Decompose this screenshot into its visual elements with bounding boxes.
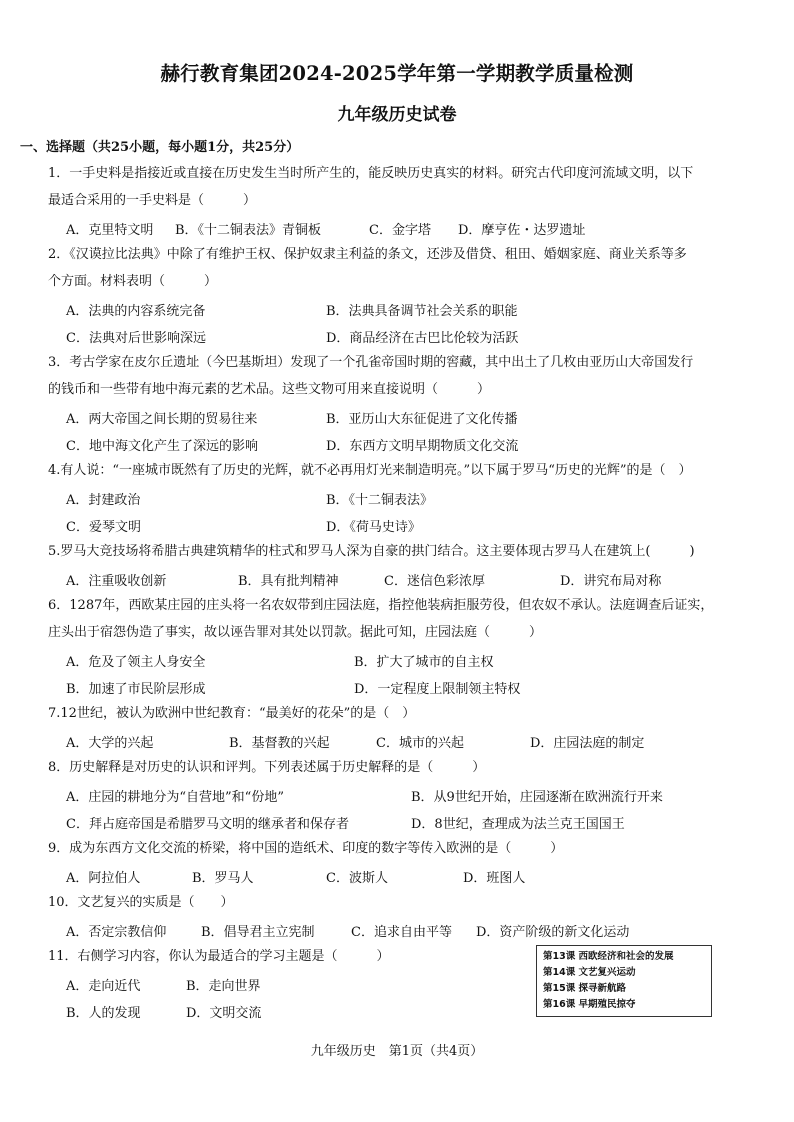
question-1-option-d: D．摩亨佐・达罗遗址	[458, 223, 586, 238]
question-3-option-c: C．地中海文化产生了深远的影响	[66, 439, 258, 454]
question-5-line-1: 5.罗马大竞技场将希腊古典建筑精华的柱式和罗马人深为自豪的拱门结合。这主要体现古罗马人在建筑上( )	[48, 544, 695, 559]
question-8-line-1: 8．历史解释是对历史的认识和评判。下列表述属于历史解释的是（ ）	[48, 760, 486, 775]
question-11-line-1: 11．右侧学习内容，你认为最适合的学习主题是（ ）	[48, 949, 390, 964]
question-2-stem	[48, 241, 768, 295]
question-2-line-2: 个方面。材料表明（ ）	[48, 274, 218, 289]
question-11-option-c: B．人的发现	[66, 1006, 141, 1021]
question-7-line-1: 7.12世纪，被认为欧洲中世纪教育：“最美好的花朵”的是（ ）	[48, 706, 416, 721]
question-9-stem	[48, 835, 768, 862]
question-1-line-2: 最适合采用的一手史料是（ ）	[48, 193, 257, 208]
question-11-option-d: D．文明交流	[186, 1006, 262, 1021]
lesson-list-box	[536, 945, 712, 1017]
question-1-stem	[48, 160, 768, 214]
question-8-option-a: A．庄园的耕地分为“自营地”和“份地”	[66, 790, 284, 805]
question-3-line-1: 3．考古学家在皮尔丘遗址（今巴基斯坦）发现了一个孔雀帝国时期的窖藏，其中出土了几枚由亚历山大帝国发行	[48, 355, 694, 370]
question-6-line-2: 庄头出于宿怨伪造了事实，故以诬告罪对其处以罚款。据此可知，庄园法庭（ ）	[48, 625, 543, 640]
question-1-option-a: A．克里特文明	[66, 223, 154, 238]
question-4-option-a: A．封建政治	[66, 493, 141, 508]
question-4-option-c: C．爱琴文明	[66, 520, 141, 535]
question-9-line-1: 9．成为东西方文化交流的桥梁，将中国的造纸术、印度的数字等传入欧洲的是（ ）	[48, 841, 564, 856]
lesson-item: 第16课 早期殖民掠夺	[543, 999, 636, 1010]
question-9-option-a: A．阿拉伯人	[66, 871, 141, 886]
question-5-stem	[48, 538, 768, 565]
question-8-option-d: D．8世纪，查理成为法兰克王国国王	[411, 817, 625, 832]
question-1-option-c: C．金字塔	[369, 223, 431, 238]
question-3-option-a: A．两大帝国之间长期的贸易往来	[66, 412, 258, 427]
question-10-stem	[48, 889, 768, 916]
question-6-stem	[48, 592, 768, 646]
question-4-option-d: D．《荷马史诗》	[326, 520, 421, 535]
question-3-line-2: 的钱币和一些带有地中海元素的艺术品。这些文物可用来直接说明（ ）	[48, 382, 491, 397]
question-6-line-1: 6．1287年，西欧某庄园的庄头将一名农奴带到庄园法庭，指控他装病拒服劳役，但农奴不承认。法庭调查后证实，	[48, 598, 714, 613]
question-8-stem	[48, 754, 768, 781]
question-3-stem	[48, 349, 768, 403]
question-6-option-c: B．加速了市民阶层形成	[66, 682, 206, 697]
question-6-option-d: D．一定程度上限制领主特权	[354, 682, 521, 697]
question-1-line-1: 1．一手史料是指接近或直接在历史发生当时所产生的，能反映历史真实的材料。研究古代印度河流域文明，以下	[48, 166, 694, 181]
section-heading: 一、选择题（共25小题，每小题1分，共25分）	[20, 140, 300, 155]
lesson-item: 第14课 文艺复兴运动	[543, 967, 636, 978]
question-6-option-a: A．危及了领主人身安全	[66, 655, 206, 670]
question-6-option-b: B．扩大了城市的自主权	[354, 655, 494, 670]
question-9-option-d: D．班图人	[463, 871, 526, 886]
exam-title: 赫行教育集团2024-2025学年第一学期教学质量检测	[160, 62, 634, 85]
question-8-option-c: C．拜占庭帝国是希腊罗马文明的继承者和保存者	[66, 817, 349, 832]
question-4-option-b: B．《十二铜表法》	[326, 493, 434, 508]
question-5-option-d: D．讲究布局对称	[560, 574, 662, 589]
question-10-option-a: A．否定宗教信仰	[66, 925, 167, 940]
question-3-option-b: B．亚历山大东征促进了文化传播	[326, 412, 518, 427]
question-4-line-1: 4.有人说：“一座城市既然有了历史的光辉，就不必再用灯光来制造明亮。”以下属于罗马“历史的光辉”的是（ ）	[48, 463, 692, 478]
lesson-item: 第13课 西欧经济和社会的发展	[543, 951, 674, 962]
question-7-option-d: D．庄园法庭的制定	[530, 736, 645, 751]
question-8-option-b: B．从9世纪开始，庄园逐渐在欧洲流行开来	[411, 790, 663, 805]
question-9-option-b: B．罗马人	[192, 871, 254, 886]
question-11-option-b: B．走向世界	[186, 979, 261, 994]
question-7-stem	[48, 700, 768, 727]
exam-subtitle: 九年级历史试卷	[337, 105, 457, 125]
question-10-option-b: B．倡导君主立宪制	[201, 925, 315, 940]
question-7-option-a: A．大学的兴起	[66, 736, 154, 751]
question-10-option-d: D．资产阶级的新文化运动	[476, 925, 630, 940]
question-11-option-a: A．走向近代	[66, 979, 141, 994]
question-10-line-1: 10．文艺复兴的实质是（ ）	[48, 895, 234, 910]
question-10-option-c: C．追求自由平等	[351, 925, 452, 940]
question-7-option-b: B．基督教的兴起	[229, 736, 330, 751]
question-1-option-b: B．《十二铜表法》青铜板	[175, 223, 322, 238]
question-2-option-b: B．法典具备调节社会关系的职能	[326, 304, 518, 319]
question-2-option-a: A．法典的内容系统完备	[66, 304, 206, 319]
question-2-line-1: 2．《汉谟拉比法典》中除了有维护王权、保护奴隶主利益的条文，还涉及借贷、租田、婚姻家庭、商业关系等多	[48, 247, 687, 262]
question-2-option-d: D．商品经济在古巴比伦较为活跃	[326, 331, 519, 346]
question-5-option-b: B．具有批判精神	[238, 574, 339, 589]
question-7-option-c: C．城市的兴起	[376, 736, 464, 751]
question-5-option-a: A．注重吸收创新	[66, 574, 167, 589]
question-3-option-d: D．东西方文明早期物质文化交流	[326, 439, 519, 454]
question-5-option-c: C．迷信色彩浓厚	[384, 574, 485, 589]
lesson-item: 第15课 探寻新航路	[543, 983, 627, 994]
page-footer: 九年级历史 第1页（共4页）	[310, 1044, 484, 1059]
question-2-option-c: C．法典对后世影响深远	[66, 331, 206, 346]
question-9-option-c: C．波斯人	[326, 871, 388, 886]
question-4-stem	[48, 457, 768, 484]
